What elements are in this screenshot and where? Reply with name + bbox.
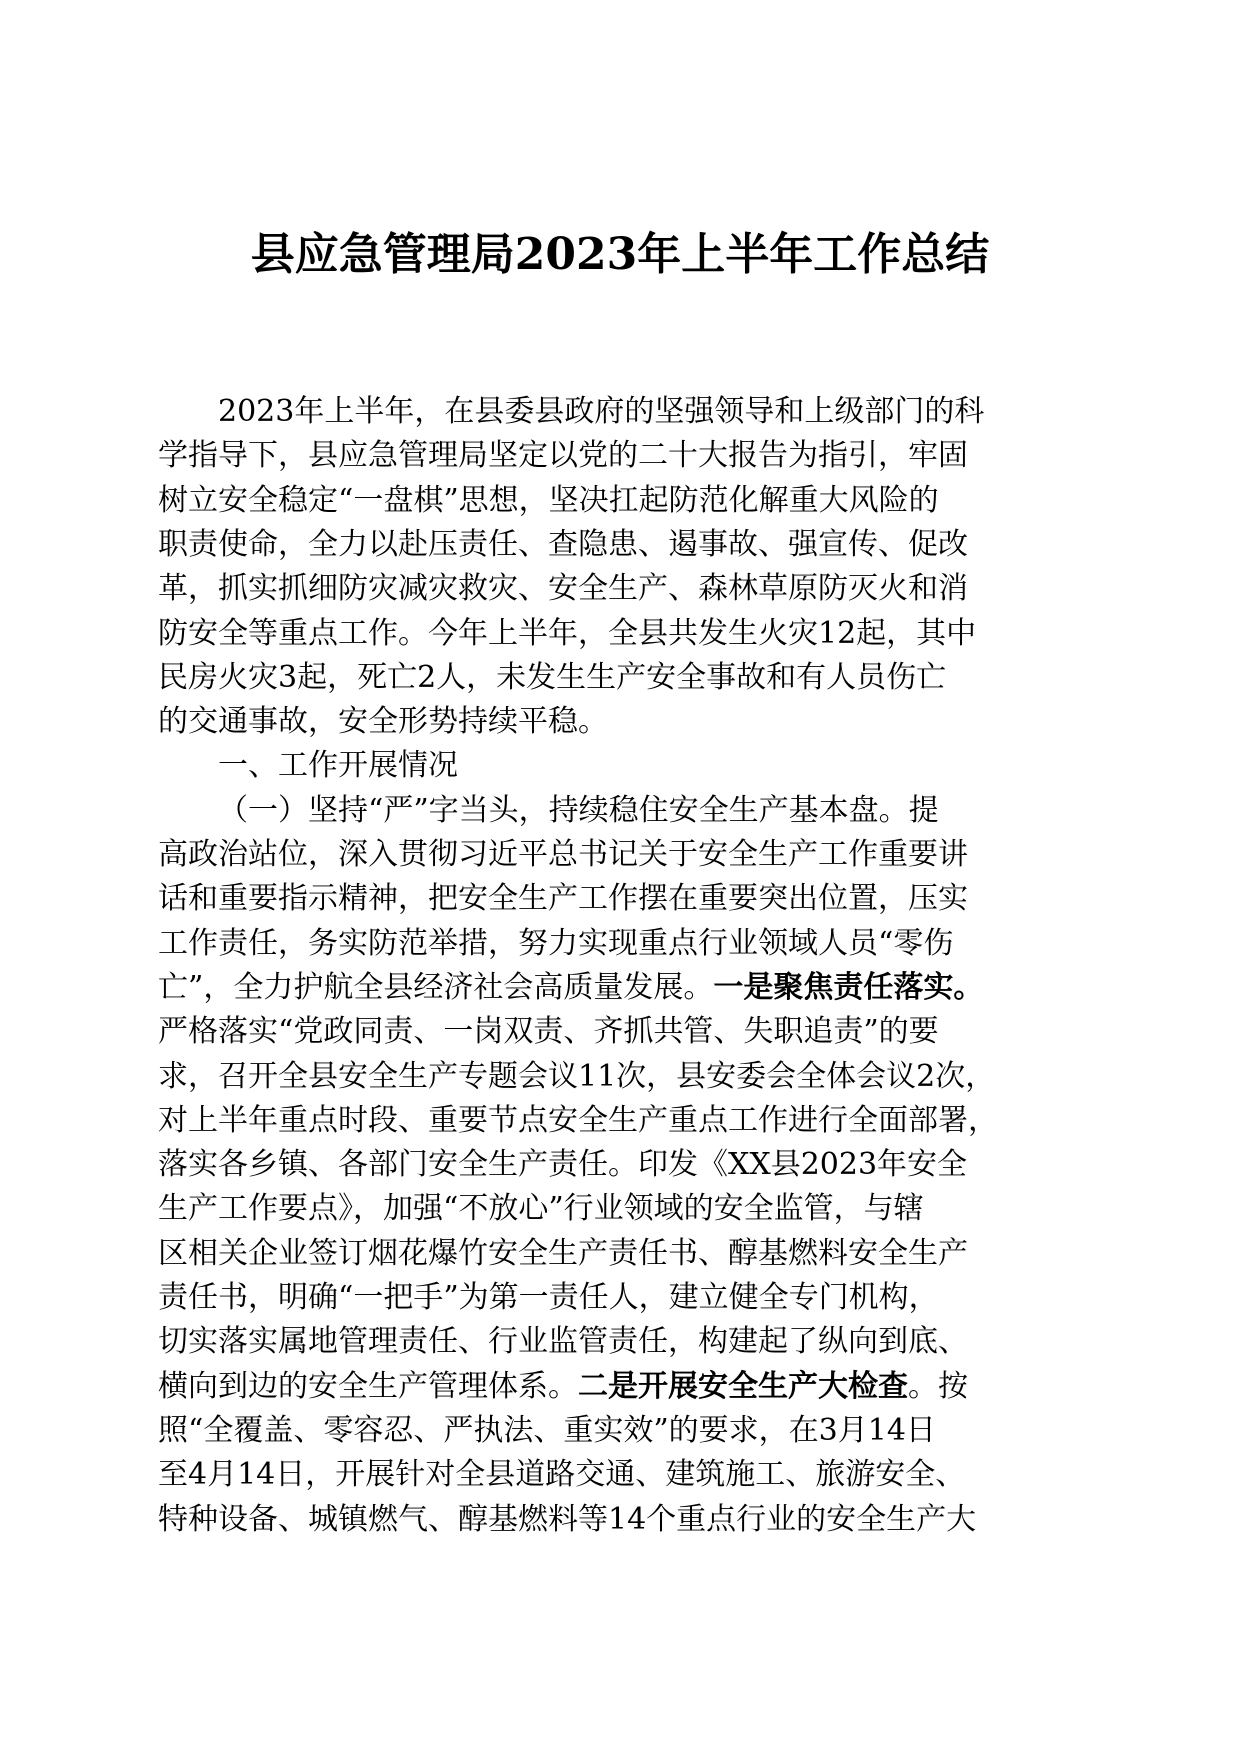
body-line xyxy=(218,744,458,788)
body-line xyxy=(158,1143,967,1187)
body-text: 2023年上半年，在县委县政府的坚强领导和上级部门的科 xyxy=(218,394,985,429)
body-line xyxy=(158,1453,965,1497)
body-line xyxy=(158,1010,939,1054)
body-emphasis: 一是聚焦责任落实。 xyxy=(713,969,984,1005)
body-text: 区相关企业签订烟花爆竹安全生产责任书、醇基燃料安全生产 xyxy=(158,1235,968,1271)
body-line xyxy=(158,1187,924,1231)
body-text: 求，召开全县安全生产专题会议11次，县安委会全体会议2次， xyxy=(158,1058,996,1094)
body-text: 。按 xyxy=(908,1368,968,1404)
body-line xyxy=(158,1365,968,1409)
body-text: （一）坚持“严”字当头，持续稳住安全生产基本盘。提 xyxy=(218,792,939,828)
body-line xyxy=(158,567,968,611)
body-line xyxy=(158,966,983,1010)
body-text: 民房火灾3起，死亡2人，未发生生产安全事故和有人员伤亡 xyxy=(158,659,947,695)
body-text: 树立安全稳定“一盘棋”思想，坚决扛起防范化解重大风险的 xyxy=(158,482,939,518)
body-text: 切实落实属地管理责任、行业监管责任，构建起了纵向到底、 xyxy=(158,1324,968,1360)
body-text: 生产工作要点》，加强“不放心”行业领域的安全监管，与辖 xyxy=(158,1191,924,1227)
body-line xyxy=(158,612,976,656)
body-text: 学指导下，县应急管理局坚定以党的二十大报告为指引，牢固 xyxy=(158,438,968,474)
body-text: 革，抓实抓细防灾减灾救灾、安全生产、森林草原防灭火和消 xyxy=(158,571,968,607)
body-text: 落实各乡镇、各部门安全生产责任。印发《XX县2023年安全 xyxy=(158,1147,968,1183)
body-line xyxy=(158,479,939,523)
body-line xyxy=(158,1409,936,1453)
body-text: 至4月14日，开展针对全县道路交通、建筑施工、旅游安全、 xyxy=(158,1457,966,1493)
body-line xyxy=(158,1276,939,1320)
body-line xyxy=(218,789,939,833)
body-line xyxy=(158,434,968,478)
document-title: 县应急管理局2023年上半年工作总结 xyxy=(250,229,990,280)
body-text: 工作责任，务实防范举措，努力实现重点行业领域人员“零伤 xyxy=(158,925,954,961)
body-text: 特种设备、城镇燃气、醇基燃料等14个重点行业的安全生产大 xyxy=(158,1501,977,1537)
body-text: 职责使命，全力以赴压责任、查隐患、遏事故、强宣传、促改 xyxy=(158,526,968,562)
body-line xyxy=(158,523,968,567)
body-line xyxy=(218,390,984,434)
body-text: 防安全等重点工作。今年上半年，全县共发生火灾12起，其中 xyxy=(158,615,977,651)
body-line xyxy=(158,1099,998,1143)
body-line xyxy=(158,700,608,744)
body-text: 话和重要指示精神，把安全生产工作摆在重要突出位置，压实 xyxy=(158,881,968,917)
body-text: 横向到边的安全生产管理体系。 xyxy=(158,1368,578,1404)
body-text: 亡”，全力护航全县经济社会高质量发展。 xyxy=(158,969,714,1005)
body-line xyxy=(158,877,968,921)
body-emphasis: 二是开展安全生产大检查 xyxy=(578,1368,908,1404)
body-line xyxy=(158,922,953,966)
body-line xyxy=(158,1320,968,1364)
body-line xyxy=(158,833,968,877)
body-text: 严格落实“党政同责、一岗双责、齐抓共管、失职追责”的要 xyxy=(158,1014,939,1050)
body-text: 责任书，明确“一把手”为第一责任人，建立健全专门机构， xyxy=(158,1280,939,1315)
body-text: 高政治站位，深入贯彻习近平总书记关于安全生产工作重要讲 xyxy=(158,837,968,872)
body-text: 一、工作开展情况 xyxy=(218,748,458,784)
body-text: 的交通事故，安全形势持续平稳。 xyxy=(158,704,608,740)
body-text: 照“全覆盖、零容忍、严执法、重实效”的要求，在3月14日 xyxy=(158,1412,936,1448)
body-line xyxy=(158,1232,968,1276)
body-text: 对上半年重点时段、重要节点安全生产重点工作进行全面部署， xyxy=(158,1102,998,1138)
body-line xyxy=(158,1055,995,1099)
body-line xyxy=(158,1498,976,1542)
body-line xyxy=(158,656,946,700)
